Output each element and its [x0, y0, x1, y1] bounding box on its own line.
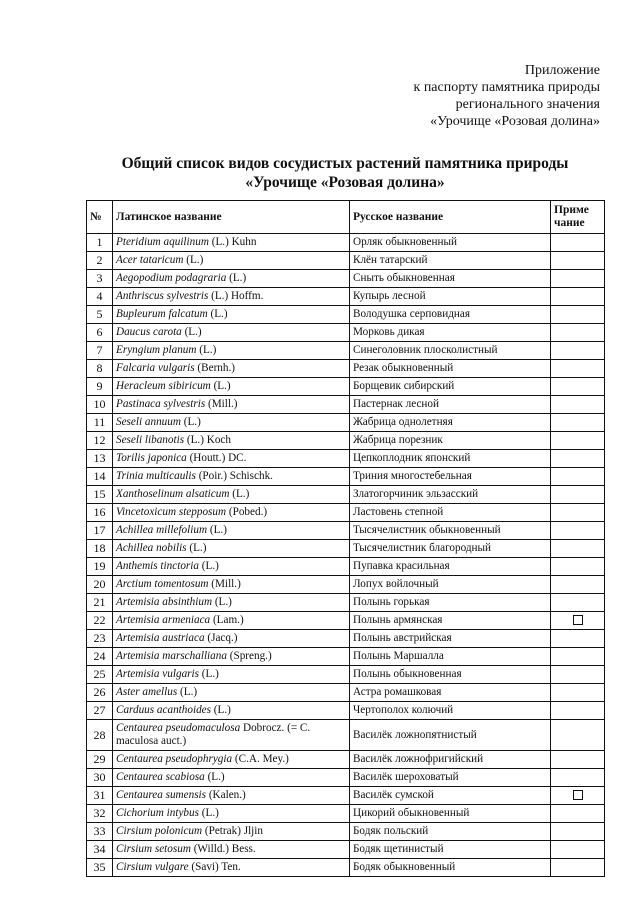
species-name: Acer tataricum: [116, 254, 184, 266]
latin-name-cell: [113, 805, 350, 823]
appendix-line: «Урочище «Розовая долина»: [430, 114, 600, 129]
species-name: Aster amellus: [116, 686, 178, 698]
author-citation: (L.): [211, 704, 231, 716]
latin-name-cell: [113, 378, 350, 396]
author-citation: (Bernh.): [194, 362, 236, 374]
latin-name-cell: [113, 306, 350, 324]
russian-name-cell: Златогорчиник эльзасский: [350, 486, 551, 504]
species-name: Centaurea scabiosa: [116, 771, 205, 783]
russian-name-cell: Василёк шероховатый: [350, 769, 551, 787]
author-citation: (L.) Kuhn: [208, 236, 257, 248]
species-table: [86, 200, 605, 877]
table-row: [87, 324, 605, 342]
appendix-line: к паспорту памятника природы: [413, 80, 600, 95]
species-name: Seseli annuum: [116, 416, 181, 428]
row-number: 27: [87, 702, 113, 720]
note-cell: [551, 594, 605, 612]
appendix-line: Приложение: [524, 63, 600, 78]
latin-name-cell: [113, 396, 350, 414]
row-number: 15: [87, 486, 113, 504]
author-citation: (L.): [204, 771, 225, 783]
species-name: Eryngium planum: [116, 344, 197, 356]
author-citation: Dobrocz. (= C. maculosa auct.): [116, 722, 311, 747]
author-citation: (L.): [186, 542, 207, 554]
row-number: 29: [87, 751, 113, 769]
species-name: Cirsium polonicum: [116, 825, 203, 837]
row-number: 18: [87, 540, 113, 558]
table-row: [87, 666, 605, 684]
note-cell: [551, 378, 605, 396]
table-row: [87, 450, 605, 468]
row-number: 35: [87, 859, 113, 877]
russian-name-cell: Василёк ложнофригийский: [350, 751, 551, 769]
table-row: [87, 859, 605, 877]
title-line: Общий список видов сосудистых растений памятника природы: [121, 155, 569, 172]
russian-name-cell: Тысячелистник обыкновенный: [350, 522, 551, 540]
species-name: Artemisia absinthium: [116, 596, 213, 608]
note-cell: [551, 270, 605, 288]
note-cell: [551, 612, 605, 630]
author-citation: (L.): [229, 488, 250, 500]
table-row: [87, 522, 605, 540]
russian-name-cell: Пупавка красильная: [350, 558, 551, 576]
note-cell: [551, 342, 605, 360]
note-cell: [551, 360, 605, 378]
species-name: Falcaria vulgaris: [116, 362, 195, 374]
species-name: Pastinaca sylvestris: [116, 398, 206, 410]
species-name: Achillea nobilis: [116, 542, 187, 554]
author-citation: (L.): [210, 380, 231, 392]
latin-name-cell: [113, 504, 350, 522]
note-cell: [551, 558, 605, 576]
species-name: Artemisia marschalliana: [116, 650, 227, 662]
table-row: [87, 432, 605, 450]
latin-name-cell: [113, 270, 350, 288]
row-number: 25: [87, 666, 113, 684]
species-name: Torilis japonica: [116, 452, 187, 464]
latin-name-cell: [113, 414, 350, 432]
latin-name-cell: [113, 288, 350, 306]
latin-name-cell: [113, 769, 350, 787]
author-citation: (L.): [198, 668, 219, 680]
author-citation: (L.): [207, 524, 227, 536]
table-row: [87, 630, 605, 648]
note-cell: [551, 720, 605, 751]
species-name: Centaurea pseudomaculosa: [116, 722, 241, 734]
table-row: [87, 558, 605, 576]
species-name: Pteridium aquilinum: [116, 236, 209, 248]
author-citation: (L.): [207, 308, 228, 320]
species-name: Cichorium intybus: [116, 807, 199, 819]
latin-name-cell: [113, 787, 350, 805]
russian-name-cell: Чертополох колючий: [350, 702, 551, 720]
species-name: Centaurea pseudophrygia: [116, 753, 233, 765]
russian-name-cell: Володушка серповидная: [350, 306, 551, 324]
row-number: 21: [87, 594, 113, 612]
author-citation: (L.): [180, 416, 201, 428]
russian-name-cell: Клён татарский: [350, 252, 551, 270]
row-number: 17: [87, 522, 113, 540]
latin-name-cell: [113, 360, 350, 378]
table-row: [87, 612, 605, 630]
table-row: [87, 270, 605, 288]
author-citation: (Lam.): [210, 614, 244, 626]
species-name: Centaurea sumensis: [116, 789, 207, 801]
note-cell: [551, 841, 605, 859]
table-row: [87, 342, 605, 360]
row-number: 12: [87, 432, 113, 450]
note-cell: [551, 324, 605, 342]
row-number: 4: [87, 288, 113, 306]
latin-name-cell: [113, 684, 350, 702]
table-row: [87, 576, 605, 594]
row-number: 16: [87, 504, 113, 522]
row-number: 1: [87, 234, 113, 252]
species-name: Daucus carota: [116, 326, 182, 338]
row-number: 20: [87, 576, 113, 594]
row-number: 8: [87, 360, 113, 378]
table-row: [87, 504, 605, 522]
latin-name-cell: [113, 342, 350, 360]
note-cell: [551, 432, 605, 450]
note-cell: [551, 504, 605, 522]
russian-name-cell: Лопух войлочный: [350, 576, 551, 594]
species-name: Anthemis tinctoria: [116, 560, 199, 572]
author-citation: (Savi) Ten.: [188, 861, 241, 873]
row-number: 10: [87, 396, 113, 414]
author-citation: (Mill.): [208, 578, 241, 590]
author-citation: (L.) Hoffm.: [208, 290, 264, 302]
note-cell: [551, 414, 605, 432]
note-cell: [551, 805, 605, 823]
note-cell: [551, 684, 605, 702]
note-cell: [551, 576, 605, 594]
table-row: [87, 252, 605, 270]
latin-name-cell: [113, 540, 350, 558]
author-citation: (L.): [181, 326, 202, 338]
header-note: [551, 201, 605, 234]
author-citation: (Houtt.) DC.: [186, 452, 247, 464]
latin-name-cell: [113, 720, 350, 751]
header-latin-name: Латинское название: [113, 201, 350, 234]
note-cell: [551, 769, 605, 787]
table-header-row: [87, 201, 605, 234]
row-number: 32: [87, 805, 113, 823]
row-number: 28: [87, 720, 113, 751]
table-row: [87, 787, 605, 805]
latin-name-cell: [113, 648, 350, 666]
species-name: Carduus acanthoides: [116, 704, 211, 716]
table-row: [87, 378, 605, 396]
row-number: 5: [87, 306, 113, 324]
latin-name-cell: [113, 522, 350, 540]
table-row: [87, 805, 605, 823]
latin-name-cell: [113, 823, 350, 841]
table-row: [87, 288, 605, 306]
note-cell: [551, 234, 605, 252]
author-citation: (Spreng.): [226, 650, 272, 662]
latin-name-cell: [113, 234, 350, 252]
table-row: [87, 468, 605, 486]
latin-name-cell: [113, 558, 350, 576]
latin-name-cell: [113, 450, 350, 468]
latin-name-cell: [113, 252, 350, 270]
author-citation: (L.): [212, 596, 232, 608]
russian-name-cell: Жабрица однолетняя: [350, 414, 551, 432]
checkbox-mark-icon: [573, 615, 583, 625]
russian-name-cell: Бодяк польский: [350, 823, 551, 841]
table-row: [87, 414, 605, 432]
latin-name-cell: [113, 666, 350, 684]
row-number: 22: [87, 612, 113, 630]
latin-name-cell: [113, 468, 350, 486]
author-citation: (L.): [198, 807, 219, 819]
russian-name-cell: Борщевик сибирский: [350, 378, 551, 396]
latin-name-cell: [113, 630, 350, 648]
table-row: [87, 823, 605, 841]
header-russian-name: Русское название: [350, 201, 551, 234]
row-number: 24: [87, 648, 113, 666]
table-row: [87, 648, 605, 666]
note-cell: [551, 787, 605, 805]
appendix-line: регионального значения: [455, 97, 600, 112]
note-cell: [551, 486, 605, 504]
author-citation: (Kalen.): [206, 789, 246, 801]
note-cell: [551, 859, 605, 877]
title-line: «Урочище «Розовая долина»: [245, 174, 445, 191]
note-cell: [551, 450, 605, 468]
latin-name-cell: [113, 432, 350, 450]
author-citation: (L.) Koch: [184, 434, 231, 446]
note-cell: [551, 823, 605, 841]
russian-name-cell: Триния многостебельная: [350, 468, 551, 486]
russian-name-cell: Василёк ложнопятнистый: [350, 720, 551, 751]
species-name: Artemisia vulgaris: [116, 668, 199, 680]
note-cell: [551, 648, 605, 666]
russian-name-cell: Василёк сумской: [350, 787, 551, 805]
russian-name-cell: Цепкоплодник японский: [350, 450, 551, 468]
row-number: 34: [87, 841, 113, 859]
author-citation: (L.): [198, 560, 219, 572]
note-cell: [551, 306, 605, 324]
species-name: Artemisia armeniaca: [116, 614, 211, 626]
species-name: Arctium tomentosum: [116, 578, 209, 590]
russian-name-cell: Сныть обыкновенная: [350, 270, 551, 288]
species-name: Xanthoselinum alsaticum: [116, 488, 230, 500]
row-number: 26: [87, 684, 113, 702]
russian-name-cell: Бодяк обыкновенный: [350, 859, 551, 877]
table-row: [87, 540, 605, 558]
russian-name-cell: Морковь дикая: [350, 324, 551, 342]
species-name: Vincetoxicum stepposum: [116, 506, 227, 518]
species-name: Anthriscus sylvestris: [116, 290, 209, 302]
row-number: 11: [87, 414, 113, 432]
latin-name-cell: [113, 612, 350, 630]
note-cell: [551, 396, 605, 414]
species-name: Bupleurum falcatum: [116, 308, 208, 320]
russian-name-cell: Бодяк щетинистый: [350, 841, 551, 859]
note-cell: [551, 666, 605, 684]
row-number: 2: [87, 252, 113, 270]
author-citation: (L.): [177, 686, 198, 698]
table-row: [87, 684, 605, 702]
row-number: 3: [87, 270, 113, 288]
note-cell: [551, 751, 605, 769]
checkbox-mark-icon: [573, 790, 583, 800]
species-name: Achillea millefolium: [116, 524, 208, 536]
row-number: 6: [87, 324, 113, 342]
author-citation: (L.): [226, 272, 247, 284]
row-number: 30: [87, 769, 113, 787]
author-citation: (Mill.): [205, 398, 238, 410]
author-citation: (L.): [196, 344, 217, 356]
species-name: Trinia multicaulis: [116, 470, 196, 482]
author-citation: (Pobed.): [226, 506, 268, 518]
latin-name-cell: [113, 751, 350, 769]
russian-name-cell: Орляк обыкновенный: [350, 234, 551, 252]
note-cell: [551, 540, 605, 558]
header-number: №: [87, 201, 113, 234]
species-name: Cirsium setosum: [116, 843, 191, 855]
header-note-line: Приме: [554, 204, 589, 216]
russian-name-cell: Полынь армянская: [350, 612, 551, 630]
table-row: [87, 769, 605, 787]
russian-name-cell: Пастернак лесной: [350, 396, 551, 414]
russian-name-cell: Ластовень степной: [350, 504, 551, 522]
author-citation: (C.A. Mey.): [232, 753, 289, 765]
table-row: [87, 234, 605, 252]
row-number: 31: [87, 787, 113, 805]
row-number: 7: [87, 342, 113, 360]
row-number: 19: [87, 558, 113, 576]
species-name: Cirsium vulgare: [116, 861, 189, 873]
note-cell: [551, 252, 605, 270]
latin-name-cell: [113, 841, 350, 859]
table-row: [87, 360, 605, 378]
latin-name-cell: [113, 594, 350, 612]
table-row: [87, 594, 605, 612]
table-row: [87, 841, 605, 859]
latin-name-cell: [113, 324, 350, 342]
species-name: Heracleum sibiricum: [116, 380, 211, 392]
russian-name-cell: Цикорий обыкновенный: [350, 805, 551, 823]
author-citation: (Poir.) Schischk.: [195, 470, 273, 482]
author-citation: (Jacq.): [204, 632, 238, 644]
russian-name-cell: Полынь обыкновенная: [350, 666, 551, 684]
russian-name-cell: Астра ромашковая: [350, 684, 551, 702]
latin-name-cell: [113, 576, 350, 594]
table-row: [87, 751, 605, 769]
note-cell: [551, 702, 605, 720]
row-number: 13: [87, 450, 113, 468]
russian-name-cell: Жабрица порезник: [350, 432, 551, 450]
row-number: 33: [87, 823, 113, 841]
latin-name-cell: [113, 702, 350, 720]
note-cell: [551, 468, 605, 486]
header-note-line: чание: [554, 217, 585, 229]
document-title: [0, 154, 640, 192]
author-citation: (L.): [183, 254, 204, 266]
russian-name-cell: Полынь горькая: [350, 594, 551, 612]
table-row: [87, 720, 605, 751]
russian-name-cell: Тысячелистник благородный: [350, 540, 551, 558]
species-name: Seseli libanotis: [116, 434, 185, 446]
russian-name-cell: Полынь Маршалла: [350, 648, 551, 666]
russian-name-cell: Купырь лесной: [350, 288, 551, 306]
table-row: [87, 306, 605, 324]
note-cell: [551, 522, 605, 540]
row-number: 9: [87, 378, 113, 396]
latin-name-cell: [113, 859, 350, 877]
author-citation: (Petrak) Jljin: [202, 825, 263, 837]
author-citation: (Willd.) Bess.: [190, 843, 256, 855]
latin-name-cell: [113, 486, 350, 504]
row-number: 14: [87, 468, 113, 486]
species-name: Aegopodium podagraria: [116, 272, 227, 284]
russian-name-cell: Синеголовник плосколистный: [350, 342, 551, 360]
appendix-note: [414, 62, 600, 130]
note-cell: [551, 288, 605, 306]
russian-name-cell: Резак обыкновенный: [350, 360, 551, 378]
row-number: 23: [87, 630, 113, 648]
table-row: [87, 396, 605, 414]
table-row: [87, 702, 605, 720]
table-row: [87, 486, 605, 504]
russian-name-cell: Полынь австрийская: [350, 630, 551, 648]
note-cell: [551, 630, 605, 648]
species-name: Artemisia austriaca: [116, 632, 205, 644]
